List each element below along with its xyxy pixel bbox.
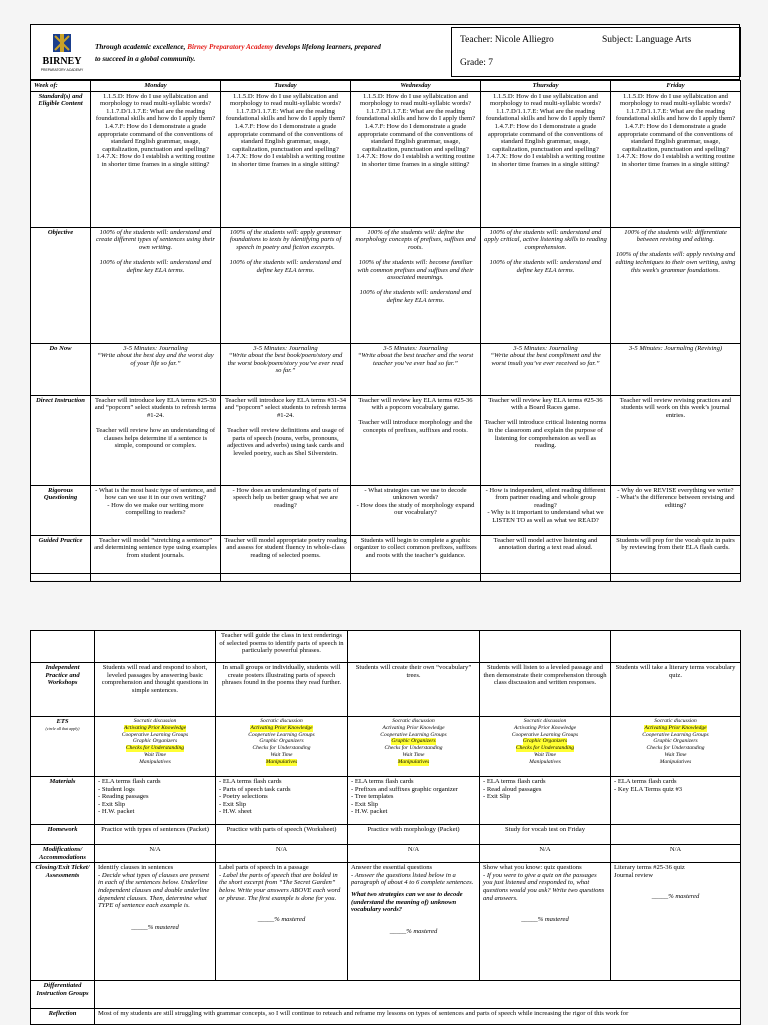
ets-item: Manipulatives [139,758,171,765]
ets-item: Wait Time [402,751,425,758]
cell: 3-5 Minutes: Journaling (Revising) [611,343,741,395]
ets-item: Cooperative Learning Groups [511,731,579,738]
cell: Teacher will review revising practices and students will work on this week’s journal entries. [611,395,741,485]
header [30,24,740,80]
row-spacer [31,573,741,581]
ets-item: Graphic Organizers [259,738,304,745]
cell: - What strategies can we use to decode unknown words? - How does the study of morphology expand our vocabulary? [351,485,481,535]
day-monday: Monday [91,81,221,92]
closing-cell: Answer the essential questions - Answer the questions listed below in a paragraph of about 4 to 6 complete sentences. What two strategies can we use to decode (understand the meaning of) unknown vocabulary words? _____% mastered [348,863,480,981]
ets-item: Wait Time [664,751,687,758]
row-reflection [31,1009,741,1025]
ets-cell [611,717,741,777]
ets-item: Manipulatives [265,758,298,765]
row-rigorous-questioning [31,485,741,535]
ets-item: Manipulatives [529,758,561,765]
day-wednesday: Wednesday [351,81,481,92]
cell: 3-5 Minutes: Journaling “Write about the best compliment and the worst insult you’ve ever received so far.” [481,343,611,395]
cell [480,631,611,663]
cell: - ELA terms flash cards - Key ELA Terms quiz #3 [611,777,741,825]
cell: Teacher will guide the class in text renderings of selected poems to identify parts of speech in particularly powerful phrases. [216,631,348,663]
cell: Teacher will model “stretching a sentence” and determining sentence type using examples from student journals. [91,535,221,573]
ets-item: Graphic Organizers [522,738,568,745]
ets-item: Checks for Understanding [515,745,575,752]
cell: Students will begin to complete a graphic organizer to collect common prefixes, suffixes and roots with the teacher’s guidance. [351,535,481,573]
cell: Students will create their own “vocabulary” trees. [348,663,480,717]
row-label: Homework [31,825,95,845]
grade: Grade: 7 [460,58,493,68]
closing-cell: Show what you know: quiz questions - If you were to give a quiz on the passages you just listened and responded to, what questions would you ask? Write two questions and answers. _____% mastered [480,863,611,981]
ets-item: Activating Prior Knowledge [123,724,187,731]
cell: - ELA terms flash cards - Parts of speech task cards - Poetry selections - Exit Slip - H.W. sheet [216,777,348,825]
cell: Teacher will review key ELA terms #25-36 with a popcorn vocabulary game. Teacher will introduce morphology and the concepts of prefixes, suffixes and roots. [351,395,481,485]
ets-item: Socratic discussion [260,718,303,724]
ets-cell [95,717,216,777]
closing-cell: Label parts of speech in a passage - Label the parts of speech that are bolded in the short excerpt from “The Secret Garden” below. Write your answers ABOVE each word or phrase. The first example is done for you. _____% mastered [216,863,348,981]
ets-item: Wait Time [144,751,166,758]
ets-cell [216,717,348,777]
ets-item: Cooperative Learning Groups [380,731,447,738]
cell: 1.1.5.D: How do I use syllabication and morphology to read multi-syllabic words? 1.1.7.D/1.1.7.E: What are the reading foundational skills and how do I apply them? 1.4.7.F: How do I demonstrate a grade appropriate command of the conventions of standard English grammar, usage, capitalization, punctuation and spelling? 1.4.7.X: How do I establish a writing routine in shorter time frames in a single sitting? [91,91,221,227]
cell: Students will read and respond to short, leveled passages by answering basic comprehension and thought questions in simple sentences. [95,663,216,717]
row-label: Differentiated Instruction Groups [31,981,95,1009]
row-ets [31,717,741,777]
row-label: Do Now [31,343,91,395]
row-label: Objective [31,227,91,343]
cell: Teacher will model appropriate poetry reading and assess for student fluency in whole-class reading of selected poems. [221,535,351,573]
cell: 100% of the students will: define the morphology concepts of prefixes, suffixes and roots. 100% of the students will: become familiar with common prefixes and suffixes and their associated meanings. 100% of the students will: understand and define key ELA terms. [351,227,481,343]
school-logo [39,33,85,73]
cell [95,631,216,663]
ets-item: Checks for Understanding [384,745,443,752]
cell: 100% of the students will: understand and create different types of sentences using their own writing. 100% of the students will: understand and define key ELA terms. [91,227,221,343]
row-label: Closing/Exit Ticket/ Assessments [31,863,95,981]
row-materials [31,777,741,825]
row-label: Independent Practice and Workshops [31,663,95,717]
ets-item: Activating Prior Knowledge [513,724,577,731]
row-label: Modifications/ Accommodations [31,845,95,863]
row-guided-continued [31,631,741,663]
cell: - How is independent, silent reading different from partner reading and whole group reading? - Why is it important to understand what we LISTEN TO as well as what we READ? [481,485,611,535]
ets-item: Cooperative Learning Groups [642,731,709,738]
cell: - ELA terms flash cards - Student logs - Reading passages - Exit Slip - H.W. packet [95,777,216,825]
cell: - ELA terms flash cards - Read aloud passages - Exit Slip [480,777,611,825]
ets-item: Socratic discussion [523,718,567,724]
teacher-name: Teacher: Nicole Alliegro [460,35,554,45]
row-modifications [31,845,741,863]
closing-cell: Literary terms #25-36 quiz Journal review _____% mastered [611,863,741,981]
cell: Students will listen to a leveled passage and then demonstrate their comprehension through class discussion and written responses. [480,663,611,717]
day-friday: Friday [611,81,741,92]
ets-item: Graphic Organizers [391,738,436,745]
cell [611,825,741,845]
reflection-text: Most of my students are still struggling with grammar concepts, so I will continue to reteach and reframe my lessons on types of sentences and parts of speech while increasing the rigor of this work for [95,1009,741,1025]
day-tuesday: Tuesday [221,81,351,92]
ets-item: Socratic discussion [654,718,697,724]
ets-item: Manipulatives [397,758,430,765]
cell: 100% of the students will: differentiate between revising and editing. 100% of the students will: apply revising and editing techniques to their own writing, using this week's grammar foundations. [611,227,741,343]
row-closing [31,863,741,981]
cell: Practice with parts of speech (Worksheet) [216,825,348,845]
cell: - ELA terms flash cards - Prefixes and suffixes graphic organizer - Tree templates - Exit Slip - H.W. packet [348,777,480,825]
subject: Subject: Language Arts [602,35,692,45]
lesson-plan-page-1 [30,24,740,580]
ets-item: Wait Time [534,751,556,758]
ets-cell [348,717,480,777]
cell [348,631,480,663]
row-label: Standard(s) and Eligible Content [31,91,91,227]
cell: Students will take a literary terms vocabulary quiz. [611,663,741,717]
svg-text:BIRNEY: BIRNEY [42,56,82,67]
lesson-table-2 [30,630,741,1025]
ets-item: Checks for Understanding [125,745,185,752]
cell: 3-5 Minutes: Journaling “Write about the best teacher and the worst teacher you’ve ever had so far.” [351,343,481,395]
svg-text:PREPARATORY ACADEMY: PREPARATORY ACADEMY [40,68,84,72]
cell: Teacher will introduce key ELA terms #25-30 and “popcorn” select students to refresh terms #1-24. Teacher will review how an understanding of clauses helps determine if a sentence is simple, compound or complex. [91,395,221,485]
day-header-row [31,81,741,92]
cell: N/A [95,845,216,863]
cell: N/A [348,845,480,863]
row-label: Rigorous Questioning [31,485,91,535]
row-direct-instruction [31,395,741,485]
cell: 100% of the students will: apply grammar foundations to texts by identifying parts of speech in poetry and fiction excerpts. 100% of the students will: understand and define key ELA terms. [221,227,351,343]
teacher-info-box [451,27,741,77]
cell: 1.1.5.D: How do I use syllabication and morphology to read multi-syllabic words? 1.1.7.D/1.1.7.E: What are the reading foundational skills and how do I apply them? 1.4.7.F: How do I demonstrate a grade appropriate command of the conventions of standard English grammar, usage, capitalization, punctuation and spelling? 1.4.7.X: How do I establish a writing routine in shorter time frames in a single sitting? [611,91,741,227]
ets-item: Socratic discussion [392,718,435,724]
cell [611,631,741,663]
cell: 3-5 Minutes: Journaling “Write about the best day and the worst day of your life so far.” [91,343,221,395]
row-independent-practice [31,663,741,717]
cell: N/A [480,845,611,863]
ets-item: Checks for Understanding [252,745,311,752]
cell: Practice with morphology (Packet) [348,825,480,845]
cell: N/A [216,845,348,863]
cell: In small groups or individually, students will create posters illustrating parts of speech phrases found in the poems they read further. [216,663,348,717]
row-label: ETS (circle all that apply) [31,717,95,777]
cell: Teacher will model active listening and annotation during a text read aloud. [481,535,611,573]
closing-cell: Identify clauses in sentences - Decide what types of clauses are present in each of the sentences below. Underline independent clauses and double underline dependent clauses. Then, determine what TYPE of sentence each example is. _____% mastered [95,863,216,981]
ets-item: Cooperative Learning Groups [121,731,189,738]
row-label: Direct Instruction [31,395,91,485]
row-differentiated [31,981,741,1009]
cell: Study for vocab test on Friday [480,825,611,845]
cell: Teacher will review key ELA terms #25-36 with a Board Races game. Teacher will introduce critical listening norms in the classroom and explain the purpose of listening for comprehension as well as reading. [481,395,611,485]
cell: Practice with types of sentences (Packet) [95,825,216,845]
cell: - What is the most basic type of sentence, and how can we use it in our own writing? - How do we make our writing more compelling to readers? [91,485,221,535]
ets-item: Checks for Understanding [646,745,705,752]
row-standards [31,91,741,227]
mission-statement: Through academic excellence, Birney Preparatory Academy develops lifelong learners, prepared to succeed in a global community. [95,43,381,63]
row-guided-practice [31,535,741,573]
week-label: Week of: [31,81,91,92]
ets-item: Cooperative Learning Groups [248,731,315,738]
cell: - Why do we REVISE everything we write? - What’s the difference between revising and editing? [611,485,741,535]
ets-item: Activating Prior Knowledge [644,724,707,731]
row-label: Guided Practice [31,535,91,573]
cell: - How does an understanding of parts of speech help us better grasp what we are reading? [221,485,351,535]
ets-item: Wait Time [270,751,293,758]
lesson-table-1 [30,80,741,582]
cell: 1.1.5.D: How do I use syllabication and morphology to read multi-syllabic words? 1.1.7.D/1.1.7.E: What are the reading foundational skills and how do I apply them? 1.4.7.F: How do I demonstrate a grade appropriate command of the conventions of standard English grammar, usage, capitalization, punctuation and spelling? 1.4.7.X: How do I establish a writing routine in shorter time frames in a single sitting? [481,91,611,227]
ets-item: Graphic Organizers [653,738,698,745]
cell: Students will prep for the vocab quiz in pairs by reviewing from their ELA flash cards. [611,535,741,573]
ets-item: Socratic discussion [133,718,177,724]
row-do-now [31,343,741,395]
cell: N/A [611,845,741,863]
ets-item: Graphic Organizers [132,738,178,745]
ets-item: Activating Prior Knowledge [382,724,445,731]
ets-item: Activating Prior Knowledge [250,724,313,731]
row-objective [31,227,741,343]
cell: 1.1.5.D: How do I use syllabication and morphology to read multi-syllabic words? 1.1.7.D/1.1.7.E: What are the reading foundational skills and how do I apply them? 1.4.7.F: How do I demonstrate a grade appropriate command of the conventions of standard English grammar, usage, capitalization, punctuation and spelling? 1.4.7.X: How do I establish a writing routine in shorter time frames in a single sitting? [221,91,351,227]
day-thursday: Thursday [481,81,611,92]
row-label: Materials [31,777,95,825]
ets-item: Manipulatives [659,758,692,765]
lesson-plan-page-2 [30,630,740,1024]
cell: 100% of the students will: understand and apply critical, active listening skills to reading comprehension. 100% of the students will: understand and define key ELA terms. [481,227,611,343]
cell: 3-5 Minutes: Journaling “Write about the best book/poem/story and the worst book/poem/story you’ve ever read so far.” [221,343,351,395]
row-label: Reflection [31,1009,95,1025]
row-homework [31,825,741,845]
cell: 1.1.5.D: How do I use syllabication and morphology to read multi-syllabic words? 1.1.7.D/1.1.7.E: What are the reading foundational skills and how do I apply them? 1.4.7.F: How do I demonstrate a grade appropriate command of the conventions of standard English grammar, usage, capitalization, punctuation and spelling? 1.4.7.X: How do I establish a writing routine in shorter time frames in a single sitting? [351,91,481,227]
ets-cell [480,717,611,777]
cell: Teacher will introduce key ELA terms #31-34 and “popcorn” select students to refresh terms #1-24. Teacher will review definitions and usage of parts of speech (nouns, verbs, pronouns, adjectives and adverbs) using task cards and leveled poetry, such as Shel Silverstein. [221,395,351,485]
